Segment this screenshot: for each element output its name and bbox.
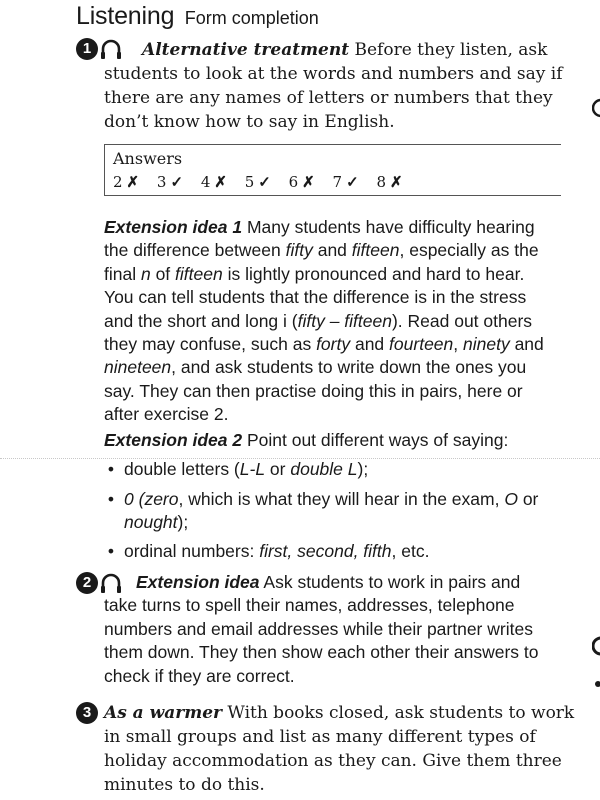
bullet-icon: •: [107, 541, 115, 561]
margin-crop-mark: [592, 636, 600, 656]
answer-item: 8 ✗: [376, 173, 403, 191]
exercise-2-lead: Extension idea: [136, 572, 260, 592]
answer-item: 3 ✓: [156, 173, 184, 191]
extension-idea-2: Extension idea 2 Point out different ways of saying:: [104, 430, 509, 450]
exercise-1-lead: Alternative treatment: [142, 40, 350, 60]
exercise-1-text: Alternative treatment Before they listen, ask students to look at the words and numbers and say if there are any names of letters or numbers that they don’t know how to say in English.: [104, 40, 563, 132]
exercise-1-number: 1: [76, 38, 98, 60]
extension-idea-1: Extension idea 1 Many students have difficulty hearing the difference between fifty and fifteen, especially as the final n of fifteen is lightly pronounced and hard to hear. You can tell students that the difference is in the stress and the short and long i (fifty – fifteen). Read out others they may confuse, such as forty and fourteen, ninety and nineteen, and ask students to write down the ones you say. They can then practise doing this in pairs, here or after exercise 2.: [104, 217, 544, 425]
answer-item: 5 ✓: [244, 173, 271, 191]
section-subtitle: Form completion: [184, 8, 319, 28]
answers-title: Answers: [113, 149, 183, 168]
exercise-3-text: As a warmer With books closed, ask students to work in small groups and list as many different types of holiday accommodation as they can. Give them three minutes to do this.: [104, 703, 575, 795]
bullet-icon: •: [107, 489, 115, 509]
answers-list: [113, 173, 416, 191]
extension-1-lead: Extension idea 1: [104, 217, 243, 237]
exercise-2-number: 2: [76, 572, 98, 594]
margin-crop-mark: [592, 98, 600, 118]
section-title: Listening: [76, 2, 175, 30]
bullet-icon: •: [107, 459, 115, 479]
answer-item: 6 ✗: [288, 173, 315, 191]
margin-crop-mark: [594, 674, 600, 694]
answer-item: 4 ✗: [200, 173, 227, 191]
exercise-3-number: 3: [76, 702, 98, 724]
answer-item: 7 ✓: [332, 173, 359, 191]
extension-2-lead: Extension idea 2: [104, 430, 243, 450]
exercise-3-lead: As a warmer: [104, 703, 222, 723]
page-heading: [76, 2, 319, 31]
exercise-2-text: Extension idea Ask students to work in pairs and take turns to spell their names, addresses, telephone numbers and email addresses while their partner writes them down. They then show each other their answers to check if they are correct.: [104, 572, 539, 686]
answer-item: 2 ✗: [113, 173, 140, 191]
answers-box: [104, 144, 561, 196]
page: Listening Form completion 1 Alternative treatment Before they listen, ask students to look at the words and numbers and say if there are any names of letters or numbers that they don’t know how to say in English. Answers 2 ✗ 3 ✓ 4 ✗ 5 ✓ 6 ✗ 7 ✓ 8 ✗ Extension idea 1 Many students have difficulty hearing the difference between fifty and fifteen, especially as the final n of fifteen is lightly pronounced and hard to hear. You can tell students that the difference is in the stress and the short and long i (fifty – fifteen). Read out others they may confuse, such as forty and fourteen, ninety and nineteen, and ask students to write down the ones you say. They can then practise doing this in pairs, here or after exercise 2. Extension idea 2 Point out different ways of saying: • double letters (L-L or double L); • 0 (zero, which is what they will hear in the exam, O or nought); • ordinal numbers: first, second, fifth, etc. 2 Extension idea Ask students to work in pairs and take turns to spell their names, addresses, telephone numbers and email addresses while their partner writes them down. They then show each other their answers to check if they are correct. 3 As a warmer With books closed, ask students to work in small groups and list as many different types of holiday accommodation as they can. Give them three minutes to do this.: [0, 0, 600, 800]
